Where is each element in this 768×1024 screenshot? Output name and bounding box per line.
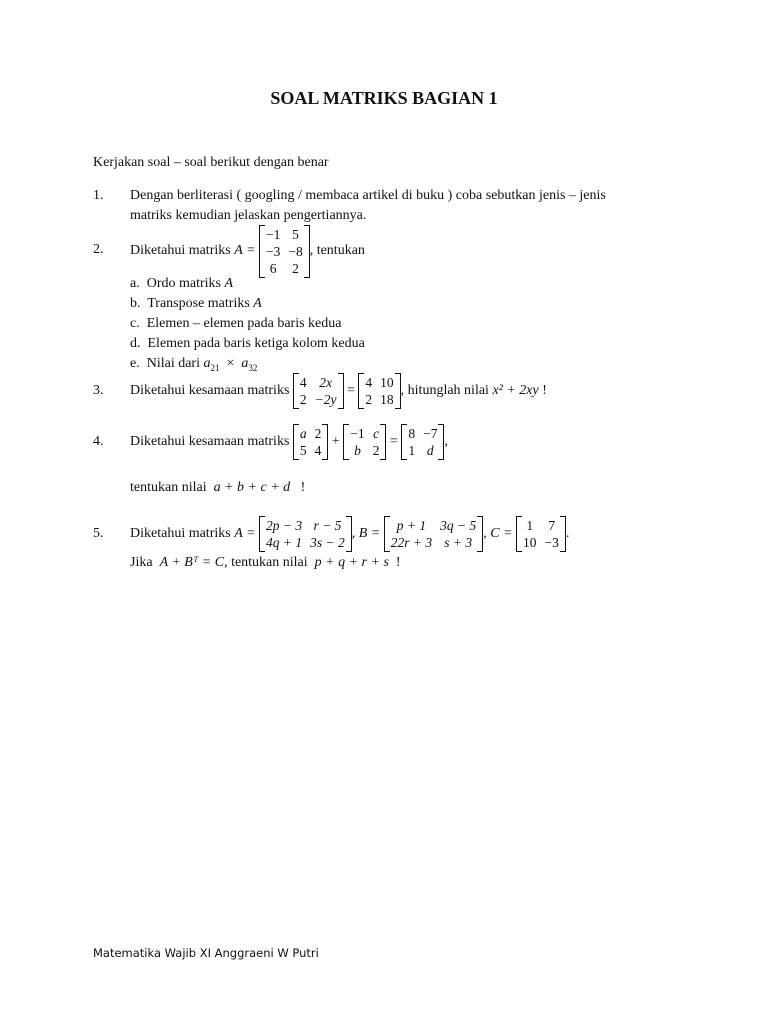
matrix-cell: 2 (299, 392, 307, 407)
q4-number: 4. (93, 434, 104, 449)
q5-line2 (130, 555, 401, 571)
equals-sign: = (389, 434, 398, 449)
plus-sign: + (331, 434, 340, 449)
matrix-cell: −1 (265, 226, 281, 242)
matrix-cell: 22r + 3 (390, 535, 433, 550)
q2-post: , tentukan (309, 243, 365, 258)
q5-number: 5. (93, 526, 104, 541)
matrix-cell: 3s − 2 (310, 535, 345, 550)
matrix-c (516, 516, 566, 552)
matrix-cell: 10 (523, 535, 537, 550)
q3-pre: Diketahui kesamaan matriks (130, 383, 290, 398)
q5-lhs-b: , B = (351, 526, 381, 541)
matrix-a (259, 516, 352, 552)
matrix-cell: −8 (288, 243, 303, 259)
q5-statement (130, 515, 569, 553)
matrix-cell: 3q − 5 (440, 518, 477, 533)
footer-text: Matematika Wajib XI Anggraeni W Putri (93, 946, 319, 960)
matrix-cell: 2x (319, 375, 332, 390)
q2-item-b (130, 296, 262, 312)
q4-line2 (130, 480, 305, 496)
matrix-cell: 2 (292, 260, 299, 276)
item-text: Elemen – elemen pada baris kedua (146, 316, 342, 331)
q4-pre: Diketahui kesamaan matriks (130, 434, 290, 449)
q4-matrix-1 (293, 424, 329, 460)
q5-lhs-c: , C = (483, 526, 513, 541)
matrix-cell: p + 1 (396, 518, 427, 533)
q5-condition: A + Bᵀ = C (159, 555, 225, 570)
q3-statement (130, 372, 547, 410)
matrix-cell: 4 (314, 443, 322, 458)
matrix-cell: a (299, 426, 307, 441)
item-var: A (253, 296, 262, 311)
matrix-cell: 6 (269, 260, 277, 276)
matrix-cell: 4q + 1 (265, 535, 303, 550)
matrix-b (384, 516, 484, 552)
matrix-cell: 5 (292, 226, 299, 242)
item-letter: c. (130, 316, 140, 331)
matrix-cell: 4 (299, 375, 307, 390)
matrix-cell: 10 (380, 375, 394, 390)
expr-sub: 21 (210, 362, 220, 373)
matrix-cell: 7 (548, 518, 556, 533)
q2-item-e (130, 356, 257, 373)
matrix-cell: 4 (365, 375, 373, 390)
expr-var: a (241, 356, 249, 371)
matrix-cell: 5 (299, 443, 307, 458)
q3-post: , hitunglah nilai (400, 383, 489, 398)
item-text: Elemen pada baris ketiga kolom kedua (147, 336, 365, 351)
item-var: A (224, 276, 234, 291)
q2-item-c (130, 316, 341, 332)
matrix-cell: b (354, 443, 361, 458)
item-letter: b. (130, 296, 141, 311)
matrix-a (259, 225, 310, 278)
matrix-cell: 2 (365, 392, 373, 407)
q5-pre: Diketahui matriks (130, 526, 231, 541)
q2-item-a (130, 276, 233, 292)
matrix-cell: c (373, 426, 380, 441)
matrix-cell: −3 (544, 535, 559, 550)
matrix-cell: 2 (372, 443, 380, 458)
expr-var: a (203, 356, 211, 371)
expr-op: × (226, 356, 235, 371)
item-text: Ordo matriks (146, 276, 221, 291)
page-title: SOAL MATRIKS BAGIAN 1 (270, 88, 498, 108)
q4-line2-text: tentukan nilai (130, 480, 207, 495)
q3-number: 3. (93, 383, 104, 398)
item-letter: a. (130, 276, 140, 291)
q2-item-d (130, 336, 365, 352)
q5-post: . (565, 526, 570, 541)
matrix-cell: d (426, 443, 434, 458)
q4-statement (130, 423, 448, 461)
matrix-cell: −3 (265, 243, 281, 259)
item-text: Transpose matriks (147, 296, 250, 311)
matrix-cell: 8 (408, 426, 416, 441)
q3-matrix-right (358, 373, 400, 409)
q3-expression: x² + 2xy (492, 383, 539, 398)
instructions: Kerjakan soal – soal berikut dengan benar (93, 155, 329, 170)
q5-expression: p + q + r + s (314, 555, 389, 570)
q4-matrix-3 (401, 424, 444, 460)
matrix-cell: s + 3 (444, 535, 473, 550)
q5-line2-mid: , tentukan nilai (224, 555, 308, 570)
item-letter: d. (130, 336, 141, 351)
q5-line2-pre: Jika (130, 555, 153, 570)
q1-number: 1. (93, 188, 104, 203)
matrix-cell: 2p − 3 (265, 518, 303, 533)
matrix-cell: 1 (408, 443, 416, 458)
q4-expression: a + b + c + d (213, 480, 291, 495)
matrix-cell: r − 5 (313, 518, 342, 533)
matrix-cell: 18 (380, 392, 394, 407)
matrix-cell: 2 (314, 426, 322, 441)
q2-pre: Diketahui matriks (130, 243, 231, 258)
expr-sub: 32 (248, 362, 258, 373)
q2-statement (130, 226, 365, 276)
q5-lhs-a: A = (234, 526, 256, 541)
q2-number: 2. (93, 242, 104, 257)
q1-line2: matriks kemudian jelaskan pengertiannya. (130, 208, 367, 223)
item-letter: e. (130, 356, 140, 371)
matrix-cell: −2y (314, 392, 337, 407)
matrix-cell: −7 (423, 426, 438, 441)
matrix-cell: 1 (526, 518, 534, 533)
matrix-cell: −1 (350, 426, 365, 441)
q3-end: ! (542, 383, 547, 398)
equals-sign: = (347, 383, 355, 398)
q1-line1: Dengan berliterasi ( googling / membaca artikel di buku ) coba sebutkan jenis – jenis (130, 188, 606, 203)
item-text: Nilai dari (146, 356, 200, 371)
q5-end: ! (395, 555, 401, 570)
q4-end: ! (300, 480, 306, 495)
q3-matrix-left (293, 373, 344, 409)
q4-matrix-2 (343, 424, 386, 460)
q4-post: , (444, 434, 448, 449)
q2-lhs: A = (234, 243, 256, 258)
